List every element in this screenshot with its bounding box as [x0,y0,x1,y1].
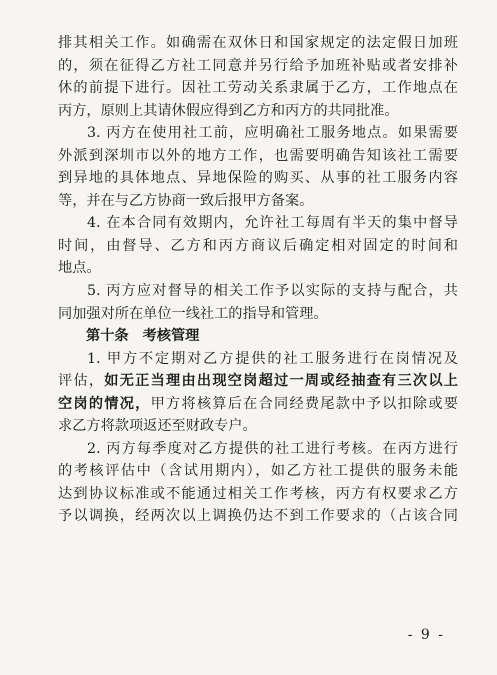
text-line: 1. 甲方不定期对乙方提供的社工服务进行在岗情况及 [87,350,458,367]
plain-text: 甲方将核算后在合同经费尾款中予以扣除或要 [150,395,458,412]
text-line: 休的前提下进行。因社工劳动关系隶属于乙方，工作地点在 [58,80,458,97]
text-line: 等，并在与乙方协商一致后报甲方备案。 [58,192,314,209]
text-line: 求乙方将款项返还至财政专户。 [58,418,257,435]
text-line: 4. 在本合同有效期内，允许社工每周有半天的集中督导 [87,215,458,232]
text-line: 的考核评估中（含试用期内），如乙方社工提供的服务未能 [58,463,458,480]
text-line [58,370,458,393]
text-line: 外派到深圳市以外的地方工作，也需要明确告知该社工需要 [58,147,458,164]
bold-text: 如无正当理由出现空岗超过一周或经抽查有三次以上 [104,373,458,390]
page-number: - 9 - [407,627,445,643]
bold-text: 空岗的情况， [58,395,151,412]
text-line: 排其相关工作。如确需在双休日和国家规定的法定假日加班 [58,35,458,51]
text-line: 2. 丙方每季度对乙方提供的社工进行考核。在丙方进行 [87,440,458,457]
text-line: 5. 丙方应对督导的相关工作予以实际的支持与配合，共 [87,283,458,300]
section-number: 第十条 [86,328,129,345]
document-body [58,32,458,528]
text-line: 时间，由督导、乙方和丙方商议后确定相对固定的时间和 [58,237,458,254]
text-line: 同加强对所在单位一线社工的指导和管理。 [58,305,328,322]
text-line: 的，须在征得乙方社工同意并另行给予加班补贴或者安排补 [58,57,458,74]
plain-text: 评估， [58,373,105,390]
text-line: 丙方，原则上其请休假应得到乙方和丙方的共同批准。 [58,102,399,119]
section-title: 考核管理 [142,328,200,345]
text-line: 到异地的具体地点、异地保险的购买、从事的社工服务内容 [58,170,458,187]
text-line: 地点。 [58,260,101,277]
section-heading [58,325,458,348]
text-line: 达到协议标准或不能通过相关工作考核，丙方有权要求乙方 [58,485,458,502]
text-line: 3. 丙方在使用社工前，应明确社工服务地点。如果需要 [87,125,458,142]
text-line [58,393,458,416]
text-line: 予以调换，经两次以上调换仍达不到工作要求的（占该合同 [58,508,458,525]
